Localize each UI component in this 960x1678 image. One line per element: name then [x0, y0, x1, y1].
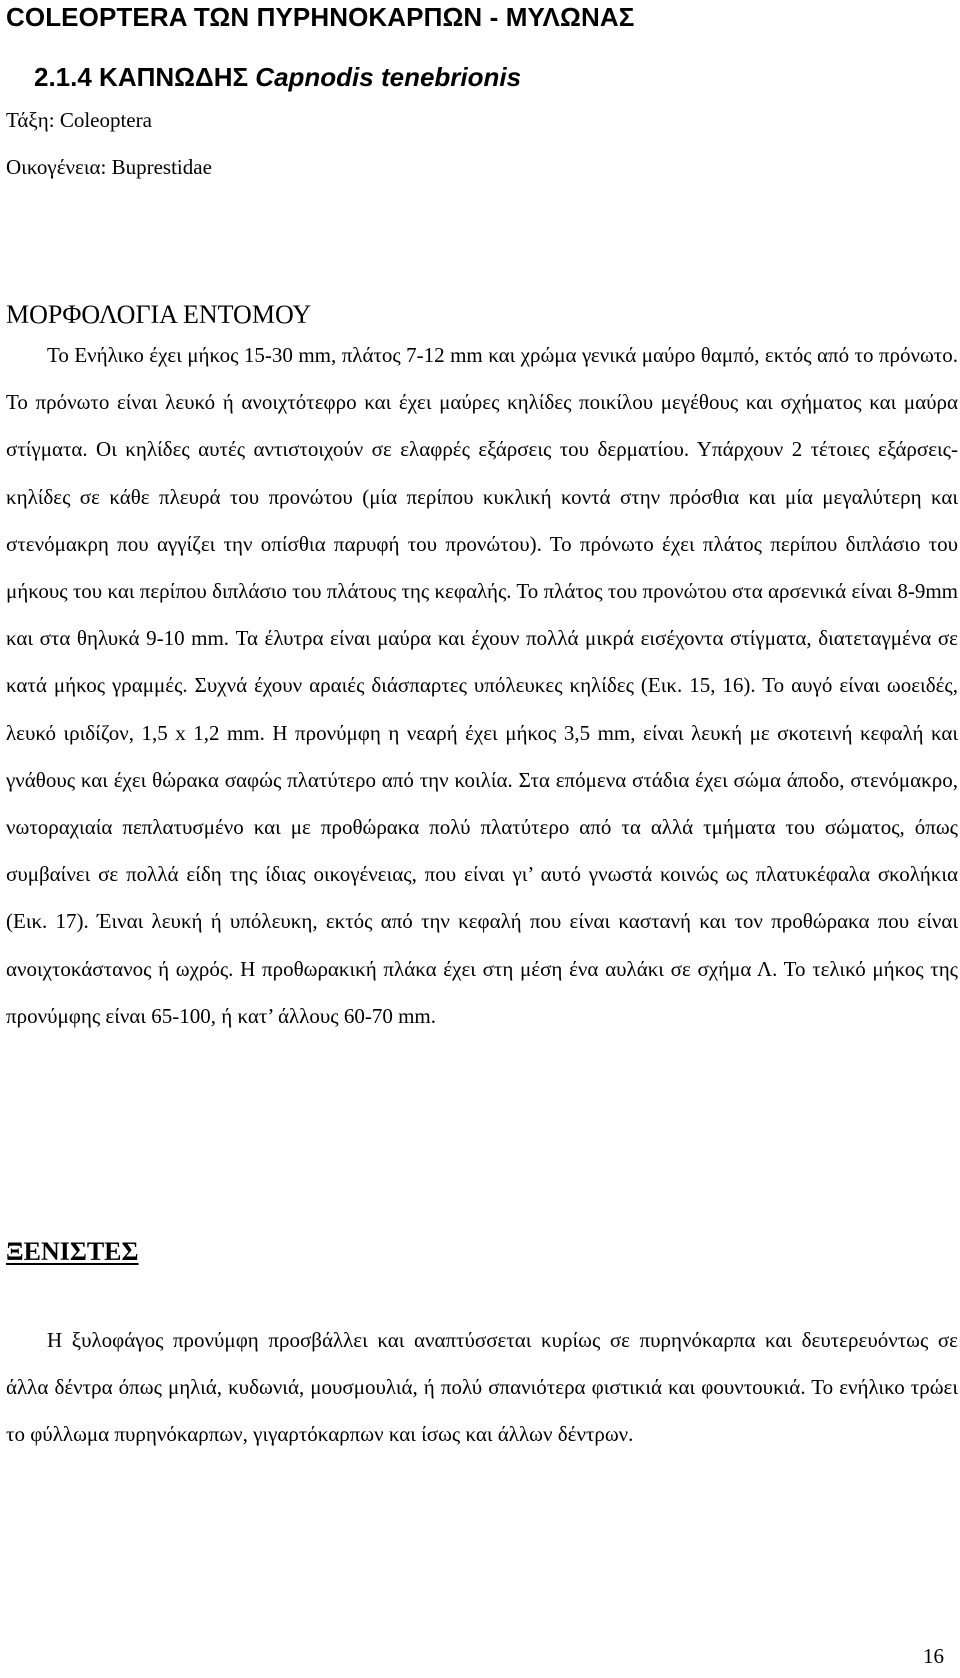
page-number: 16 — [923, 1644, 944, 1668]
section-number-name: 2.1.4 ΚΑΠΝΩΔΗΣ — [34, 62, 256, 92]
chapter-header: COLEOPTERA ΤΩΝ ΠΥΡΗΝΟΚΑΡΠΩΝ - ΜΥΛΩΝΑΣ — [6, 2, 635, 32]
document-page — [6, 0, 958, 1678]
morphology-heading: ΜΟΡΦΟΛΟΓΙΑ ΕΝΤΟΜΟΥ — [6, 300, 312, 329]
section-title — [34, 62, 521, 93]
morphology-paragraph: Το Ενήλικο έχει μήκος 15-30 mm, πλάτος 7-12 mm και χρώμα γενικά μαύρο θαμπό, εκτός από το πρόνωτο. Το πρόνωτο είναι λευκό ή ανοιχτότεφρο και έχει μαύρες κηλίδες ποικίλου μεγέθους και σχήματος και μαύρα στίγματα. Οι κηλίδες αυτές αντιστοιχούν σε ελαφρές εξάρσεις του δερματίου. Υπάρχουν 2 τέτοιες εξάρσεις-κηλίδες σε κάθε πλευρά του προνώτου (μία περίπου κυκλική κοντά στην πρόσθια και μία μεγαλύτερη και στενόμακρη που αγγίζει την οπίσθια παρυφή του προνώτου). Το πρόνωτο έχει πλάτος περίπου διπλάσιο του μήκους του και περίπου διπλάσιο του πλάτους της κεφαλής. Το πλάτος του προνώτου στα αρσενικά είναι 8-9mm και στα θηλυκά 9-10 mm. Τα έλυτρα είναι μαύρα και έχουν πολλά μικρά εισέχοντα στίγματα, διατεταγμένα σε κατά μήκος γραμμές. Συχνά έχουν αραιές διάσπαρτες υπόλευκες κηλίδες (Εικ. 15, 16). Το αυγό είναι ωοειδές, λευκό ιριδίζον, 1,5 x 1,2 mm. Η προνύμφη η νεαρή έχει μήκος 3,5 mm, είναι λευκή με σκοτεινή κεφαλή και γνάθους και έχει θώρακα σαφώς πλατύτερο από την κοιλία. Στα επόμενα στάδια έχει σώμα άποδο, στενόμακρο, νωτοραχιαία πεπλατυσμένο και με προθώρακα πολύ πλατύτερο από τα αλλά τμήματα του σώματος, όπως συμβαίνει σε πολλά είδη της ίδιας οικογένειας, που είναι γι’ αυτό γνωστά κοινώς ως πλατυκέφαλα σκολήκια (Εικ. 17). Έιναι λευκή ή υπόλευκη, εκτός από την κεφαλή που είναι καστανή και τον προθώρακα που είναι ανοιχτοκάστανος ή ωχρός. Η προθωρακική πλάκα έχει στη μέση ένα αυλάκι σε σχήμα Λ. Το τελικό μήκος της προνύμφης είναι 65-100, ή κατ’ άλλους 60-70 mm. — [6, 343, 958, 1028]
taxonomy-family: Οικογένεια: Buprestidae — [6, 155, 212, 179]
taxonomy-order: Τάξη: Coleoptera — [6, 108, 152, 132]
scientific-name: Capnodis tenebrionis — [255, 62, 522, 92]
hosts-heading: ΞΕΝΙΣΤΕΣ — [6, 1237, 139, 1266]
hosts-paragraph: Η ξυλοφάγος προνύμφη προσβάλλει και αναπτύσσεται κυρίως σε πυρηνόκαρπα και δευτερευόντως σε άλλα δέντρα όπως μηλιά, κυδωνιά, μουσμουλιά, ή πολύ σπανιότερα φιστικιά και φουντουκιά. Το ενήλικο τρώει το φύλλωμα πυρηνόκαρπων, γιγαρτόκαρπων και ίσως και άλλων δέντρων. — [6, 1328, 958, 1447]
